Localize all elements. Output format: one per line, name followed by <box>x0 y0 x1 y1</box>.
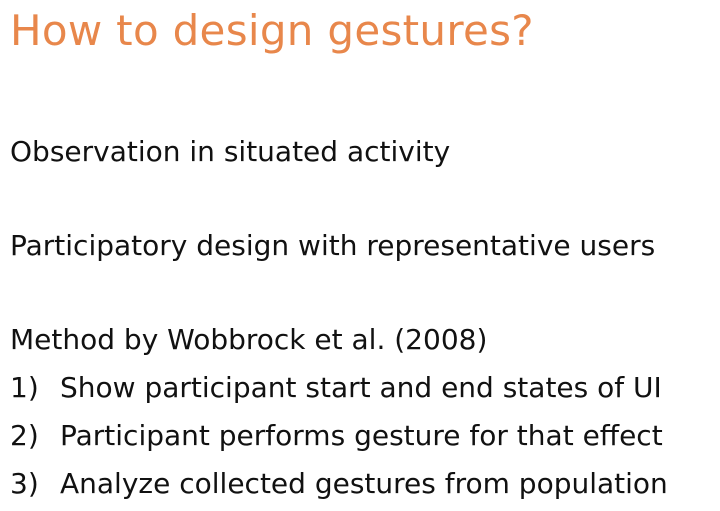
step-text: Show participant start and end states of UI <box>60 371 662 404</box>
bullet-method-heading: Method by Wobbrock et al. (2008) <box>10 323 488 356</box>
step-number: 1) <box>10 371 39 404</box>
method-step <box>10 370 662 406</box>
method-step <box>10 466 668 502</box>
step-number: 2) <box>10 419 39 452</box>
method-step <box>10 418 663 454</box>
bullet-observation: Observation in situated activity <box>10 135 451 168</box>
bullet-participatory-design: Participatory design with representative users <box>10 229 656 262</box>
slide-title: How to design gestures? <box>10 6 534 55</box>
step-text: Analyze collected gestures from population <box>60 467 668 500</box>
step-text: Participant performs gesture for that effect <box>60 419 663 452</box>
step-number: 3) <box>10 467 39 500</box>
